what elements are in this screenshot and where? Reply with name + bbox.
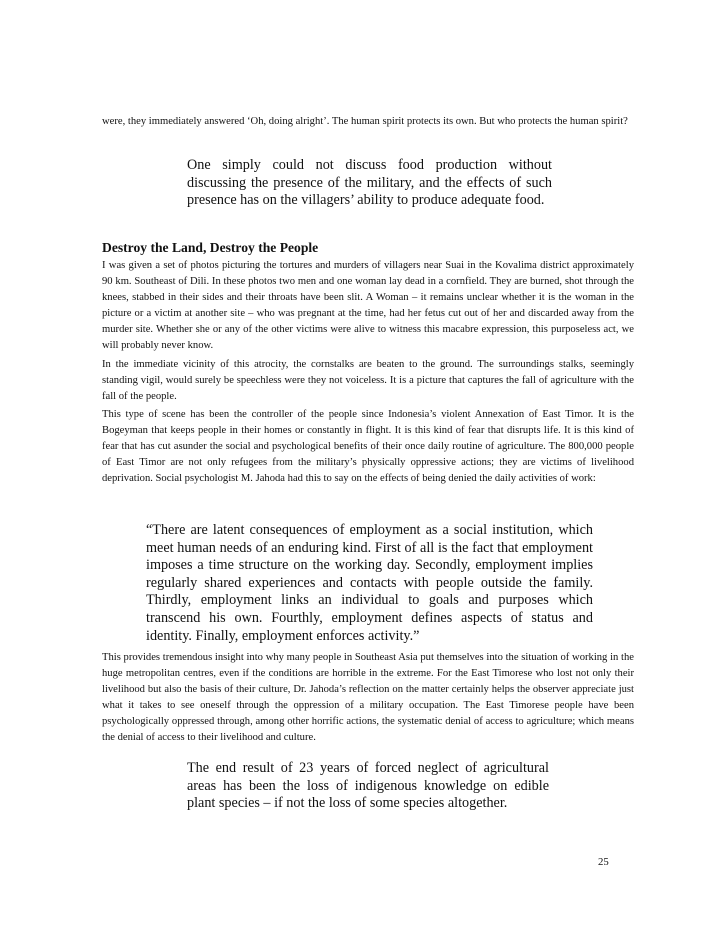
- section-heading: Destroy the Land, Destroy the People: [102, 240, 319, 255]
- paragraph-cornstalks: In the immediate vicinity of this atrocity, the cornstalks are beaten to the ground. The surroundings stalks, seemingly standing vigil, would surely be speechless were they not voiceless. It is a picture that captures the fall of agriculture with the fall of the people.: [102, 359, 634, 403]
- block-quote-food-production: One simply could not discuss food production without discussing the presence of the military, and the effects of such presence has on the villagers’ ability to produce adequate food.: [187, 157, 552, 209]
- paragraph-insight: This provides tremendous insight into why many people in Southeast Asia put themselves into the situation of working in the huge metropolitan centres, even if the conditions are horrible in the extreme. For the East Timorese who lost not only their livelihood but also the basis of their culture, Dr. Jahoda’s reflection on the matter certainly helps the observer appreciate just what it takes to see oneself through the oppression of a military occupation. The East Timorese people have been psychologically oppressed through, among other horrific actions, the systematic denial of access to agriculture; which means the denial of access to their livelihood and culture.: [102, 652, 634, 744]
- paragraph-fear: This type of scene has been the controller of the people since Indonesia’s violent Annexation of East Timor. It is the Bogeyman that keeps people in their homes or constantly in flight. It is this kind of fear that disrupts life. It is this kind of fear that has cut asunder the social and psychological benefits of their once daily routine of agriculture. The 800,000 people of East Timor are not only refugees from the military’s physically oppressive actions; they are victims of livelihood deprivation. Social psychologist M. Jahoda had this to say on the effects of being denied the daily activities of work:: [102, 409, 634, 485]
- block-quote-jahoda: “There are latent consequences of employment as a social institution, which meet human needs of an enduring kind. First of all is the fact that employment imposes a time structure on the working day. Secondly, employment implies regularly shared experiences and contacts with people outside the family. Thirdly, employment links an individual to goals and purposes which transcend his own. Fourthly, employment defines aspects of status and identity. Finally, employment enforces activity.”: [146, 522, 593, 644]
- paragraph-photos: I was given a set of photos picturing the tortures and murders of villagers near Suai in the Kovalima district approximately 90 km. Southeast of Dili. In these photos two men and one woman lay dead in a cornfield. They are burned, shot through the knees, stabbed in their sides and their throats have been slit. A Woman – it remains unclear whether it is the woman in the picture or a victim at another site – who was pregnant at the time, had her fetus cut out of her and discarded away from the murder site. Whether she or any of the other victims were alive to witness this macabre expression, this purposeless act, we will probably never know.: [102, 260, 634, 352]
- page-number: 25: [598, 856, 609, 868]
- block-quote-end-result: The end result of 23 years of forced neglect of agricultural areas has been the loss of indigenous knowledge on edible plant species – if not the loss of some species altogether.: [187, 760, 549, 812]
- intro-paragraph: were, they immediately answered ‘Oh, doing alright’. The human spirit protects its own. But who protects the human spirit?: [102, 116, 628, 127]
